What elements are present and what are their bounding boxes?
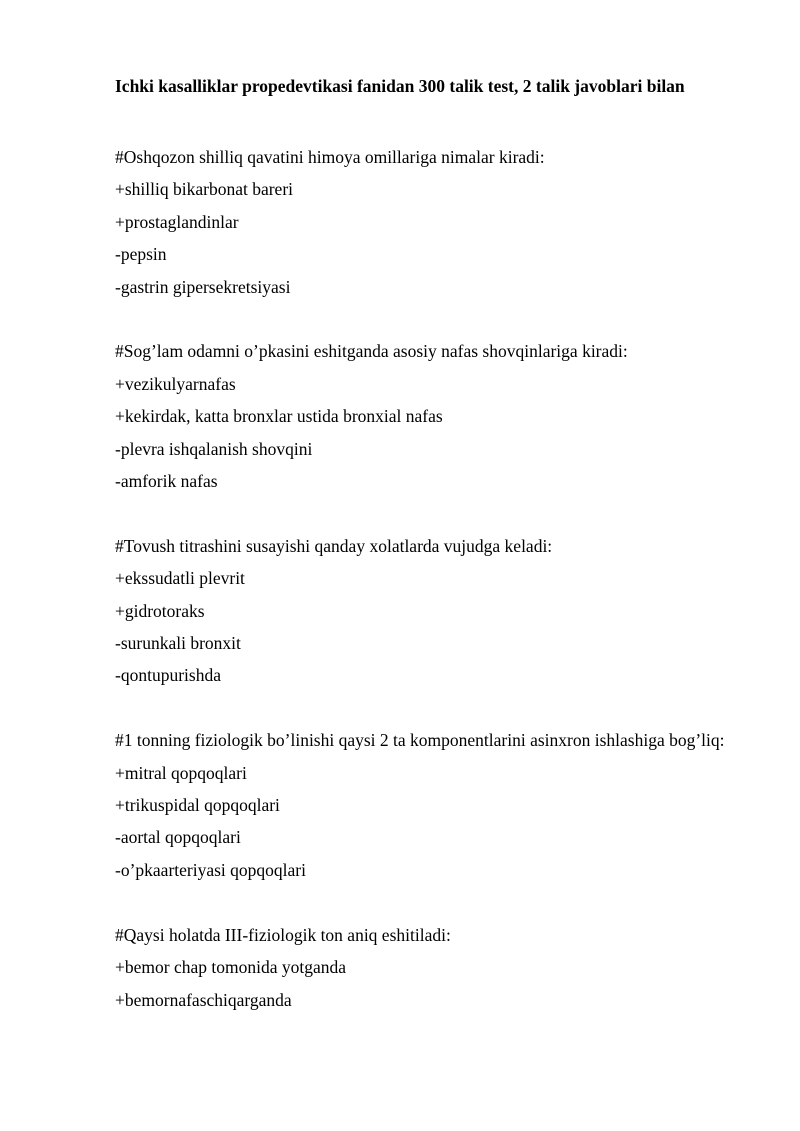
answer-option: +prostaglandinlar xyxy=(115,211,239,232)
question-text: #Tovush titrashini susayishi qanday xolatlarda vujudga keladi: xyxy=(115,535,553,556)
answer-option: +vezikulyarnafas xyxy=(115,373,236,394)
answer-option: +bemor chap tomonida yotganda xyxy=(115,957,346,978)
question-list xyxy=(115,141,735,1048)
answer-option: -o’pkaarteriyasi qopqoqlari xyxy=(115,859,306,880)
answer-option: -gastrin gipersekretsiyasi xyxy=(115,276,291,297)
question-text: #1 tonning fiziologik bo’linishi qaysi 2 ta komponentlarini asinxron ishlashiga bog’liq: xyxy=(115,730,725,751)
answer-option: -plevra ishqalanish shovqini xyxy=(115,438,313,459)
question-text: #Sog’lam odamni o’pkasini eshitganda asosiy nafas shovqinlariga kiradi: xyxy=(115,341,628,362)
answer-option: -aortal qopqoqlari xyxy=(115,827,241,848)
answer-option: +mitral qopqoqlari xyxy=(115,762,247,783)
answer-option: +shilliq bikarbonat bareri xyxy=(115,179,294,200)
question-block xyxy=(115,724,735,886)
answer-option: +ekssudatli plevrit xyxy=(115,568,245,589)
question-block xyxy=(115,141,735,303)
answer-option: +kekirdak, katta bronxlar ustida bronxial nafas xyxy=(115,406,443,427)
answer-option: -surunkali bronxit xyxy=(115,633,241,654)
answer-option: +gidrotoraks xyxy=(115,600,205,621)
answer-option: -amforik nafas xyxy=(115,471,218,492)
answer-option: +bemornafaschiqarganda xyxy=(115,989,292,1010)
question-block xyxy=(115,530,735,692)
question-block xyxy=(115,335,735,497)
answer-option: -qontupurishda xyxy=(115,665,221,686)
answer-option: -pepsin xyxy=(115,244,167,265)
question-block xyxy=(115,919,735,1016)
question-text: #Oshqozon shilliq qavatini himoya omillariga nimalar kiradi: xyxy=(115,147,545,167)
question-text: #Qaysi holatda III-fiziologik ton aniq eshitiladi: xyxy=(115,924,451,945)
document-title: Ichki kasalliklar propedevtikasi fanidan 300 talik test, 2 talik javoblari bilan xyxy=(115,76,685,96)
answer-option: +trikuspidal qopqoqlari xyxy=(115,795,280,816)
